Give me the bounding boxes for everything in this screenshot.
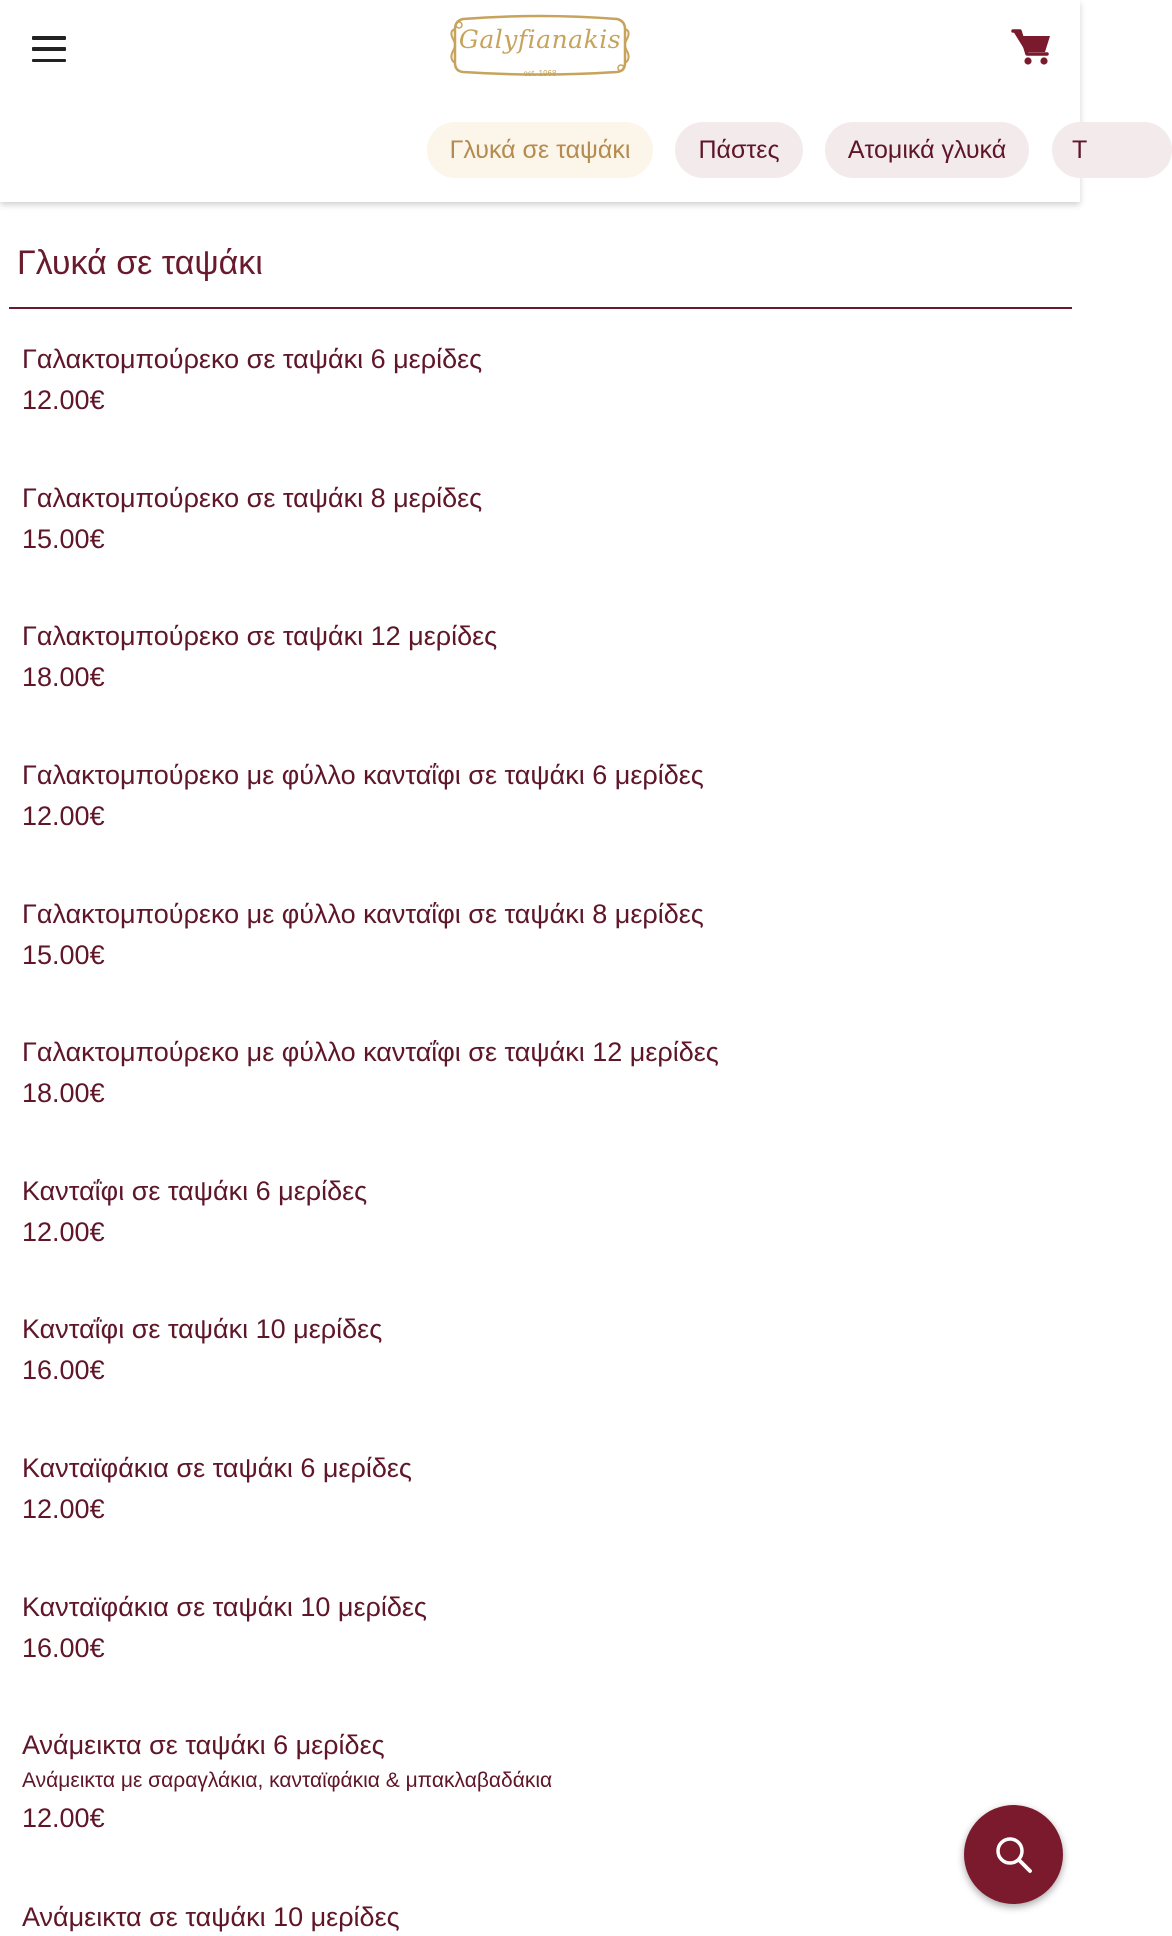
product-name: Γαλακτομπούρεκο με φύλλο κανταΐφι σε ταψάκι 12 μερίδες xyxy=(22,1037,719,1067)
list-item[interactable] xyxy=(22,1449,412,1528)
list-item[interactable] xyxy=(22,1726,552,1837)
tab-pastes[interactable]: Πάστες xyxy=(675,122,803,178)
product-name: Γαλακτομπούρεκο σε ταψάκι 12 μερίδες xyxy=(22,621,498,651)
product-price: 12.00€ xyxy=(22,1803,105,1833)
product-name: Γαλακτομπούρεκο με φύλλο κανταΐφι σε ταψάκι 6 μερίδες xyxy=(22,760,704,790)
tab-atomika-gluka[interactable]: Ατομικά γλυκά xyxy=(825,122,1029,178)
list-item[interactable] xyxy=(22,617,497,696)
product-name: Γαλακτομπούρεκο σε ταψάκι 6 μερίδες xyxy=(22,344,483,374)
list-item[interactable] xyxy=(22,1588,427,1667)
product-price: 16.00€ xyxy=(22,1355,105,1385)
shopping-cart-icon[interactable] xyxy=(1012,28,1052,66)
product-price: 18.00€ xyxy=(22,662,105,692)
product-price: 12.00€ xyxy=(22,1494,105,1524)
section-title: Γλυκά σε ταψάκι xyxy=(17,244,263,282)
list-item[interactable] xyxy=(22,1310,382,1389)
tab-gluka-se-tapsaki[interactable]: Γλυκά σε ταψάκι xyxy=(427,122,653,178)
product-name: Ανάμεικτα σε ταψάκι 6 μερίδες xyxy=(22,1730,385,1760)
search-button[interactable] xyxy=(964,1805,1063,1904)
product-name: Γαλακτομπούρεκο με φύλλο κανταΐφι σε ταψάκι 8 μερίδες xyxy=(22,899,704,929)
list-item[interactable] xyxy=(22,1898,400,1936)
logo-established: est. 1968 xyxy=(523,69,557,78)
category-tabs xyxy=(0,122,1088,178)
section-divider xyxy=(9,307,1072,309)
product-price: 15.00€ xyxy=(22,524,105,554)
list-item[interactable] xyxy=(22,1033,719,1112)
list-item[interactable] xyxy=(22,340,482,419)
app-header xyxy=(0,0,1088,202)
product-price: 15.00€ xyxy=(22,940,105,970)
list-item[interactable] xyxy=(22,479,482,558)
list-item[interactable] xyxy=(22,895,704,974)
product-name: Κανταΐφι σε ταψάκι 6 μερίδες xyxy=(22,1176,368,1206)
product-description: Ανάμεικτα με σαραγλάκια, κανταϊφάκια & μπακλαβαδάκια xyxy=(22,1769,553,1792)
list-item[interactable] xyxy=(22,756,704,835)
list-item[interactable] xyxy=(22,1172,367,1251)
product-price: 12.00€ xyxy=(22,801,105,831)
product-price: 12.00€ xyxy=(22,1217,105,1247)
product-name: Κανταϊφάκια σε ταψάκι 6 μερίδες xyxy=(22,1453,412,1483)
product-name: Γαλακτομπούρεκο σε ταψάκι 8 μερίδες xyxy=(22,483,483,513)
product-price: 18.00€ xyxy=(22,1078,105,1108)
brand-logo[interactable] xyxy=(449,11,631,81)
product-price: 16.00€ xyxy=(22,1633,105,1663)
hamburger-menu-icon[interactable] xyxy=(32,36,66,62)
product-name: Κανταΐφι σε ταψάκι 10 μερίδες xyxy=(22,1314,383,1344)
product-name: Ανάμεικτα σε ταψάκι 10 μερίδες xyxy=(22,1902,400,1932)
tab-next-category[interactable]: Τ xyxy=(1052,122,1172,178)
product-name: Κανταϊφάκια σε ταψάκι 10 μερίδες xyxy=(22,1592,427,1622)
logo-wordmark: Galyfianakis xyxy=(458,25,622,54)
product-price: 12.00€ xyxy=(22,385,105,415)
search-icon xyxy=(992,1833,1036,1877)
